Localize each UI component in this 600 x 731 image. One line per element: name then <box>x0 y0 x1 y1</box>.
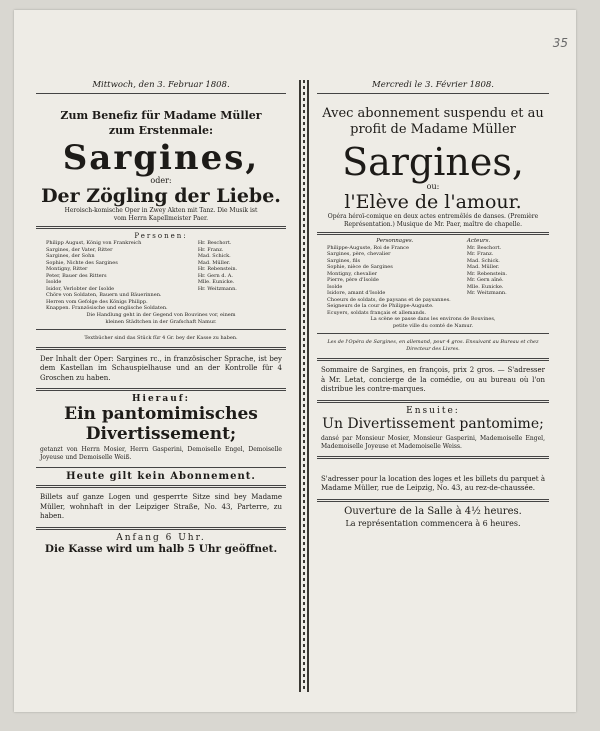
french-libretto-note: Les de l'Opéra de Sargines, en allemand, pour 4 gros. Ensuivant au Bureau et chez Directeur des Livres. <box>327 339 539 352</box>
french-description-line1: Opéra héroï-comique en deux actes entremêlés de danses. (Première <box>327 213 539 220</box>
cast-row: Isidore, amant d'Isolde Mr. Weitzmann. <box>327 290 507 296</box>
german-box-office: Die Kasse wird um halb 5 Uhr geöffnet. <box>44 542 278 555</box>
cast-row: Philippe-Auguste, Roi de France Mr. Beschort. <box>327 244 502 251</box>
french-divertissement-dancers: dansé par Monsieur Mosier, Monsieur Gasperini, Mademoiselle Engel, Mademoiselle Joyeuse et Mademoiselle Weiss. <box>321 434 545 450</box>
french-abonnement-line1: Avec abonnement suspendu et au <box>322 106 544 121</box>
cast-row: Isolde Mlle. Eunicke. <box>327 283 504 290</box>
french-ou: ou: <box>426 182 440 191</box>
cast-row: Sargines, der Sohn Mad. Schick. <box>46 253 231 259</box>
german-oder: oder: <box>150 176 172 185</box>
divider-rule <box>317 358 549 361</box>
divider-rule <box>36 388 286 391</box>
french-divertissement-title: Un Divertissement pantomime; <box>322 415 544 432</box>
french-subtitle: l'Elève de l'amour. <box>344 191 522 213</box>
german-pantomime-dancers: getanzt von Herrn Mosier, Herrn Gasperini, Demoiselle Engel, Demoiselle Joyeuse und Demoiselle Weiß. <box>40 446 282 461</box>
divider-rule <box>36 347 286 350</box>
german-no-subscription: Heute gilt kein Abonnement. <box>66 471 256 482</box>
cast-row: Sargines, der Vater, Ritter Hr. Franz. <box>46 246 224 253</box>
divider-rule <box>317 232 549 235</box>
divider-rule <box>36 467 286 468</box>
personnages-label: Personnages. <box>376 238 414 244</box>
acteurs-label: Acteurs. <box>466 238 491 244</box>
cast-row: Montigny, Ritter Hr. Rebenstein. <box>46 266 238 272</box>
cast-row: Sophie, nièce de Sargines Mad. Müller. <box>327 264 500 270</box>
german-billets-paragraph: Billets auf ganze Logen und gesperrte Sitze sind bey Madame Müller, wohnhaft in der Leipziger Straße, No. 43, Parterre, zu haben. <box>40 493 282 520</box>
playbill-sheet <box>14 10 576 712</box>
french-ensuite: Ensuite: <box>406 405 460 416</box>
german-textbooks-note: Textbücher sind das Stück für 4 Gr. bey der Kasse zu haben. <box>84 334 238 341</box>
cast-row: Chöre von Soldaten, Bauern und Bäuerinnen. <box>46 292 162 298</box>
french-description-line2: Représentation.) Musique de Mr. Paer, maître de chapelle. <box>343 221 523 228</box>
french-representation: La représentation commencera à 6 heures. <box>345 518 521 528</box>
german-pantomime-title: Ein pantomimisches Divertissement; <box>64 404 258 444</box>
cast-row: Knappen. Französische und englische Soldaten. <box>46 305 168 311</box>
french-column <box>317 80 549 528</box>
cast-row: Sargines, fils Mad. Schick. <box>327 257 500 264</box>
cast-row: Isolde Mlle. Eunicke. <box>46 279 235 285</box>
divider-rule <box>36 485 286 488</box>
german-benefiz-line2: zum Erstenmale: <box>108 124 214 137</box>
french-ouverture: Ouverture de la Salle à 4½ heures. <box>344 505 522 517</box>
cast-row: Peter, Bauer des Ritters Hr. Gern d. A. <box>46 272 233 279</box>
cast-row: Isidor, Verlobter der Isolde Hr. Weitzmann. <box>46 285 237 292</box>
divider-rule <box>36 527 286 530</box>
page-number: 35 <box>552 36 568 50</box>
cast-row: Seigneurs de la cour de Philippe-Auguste. <box>327 303 434 309</box>
cast-row: Choeurs de soldats, de paysans et de paysannes. <box>327 296 451 303</box>
german-handlung-line2: kleinen Städtchen in der Grafschaft Namur. <box>105 318 217 325</box>
french-scene-line2: petite ville du comté de Namur. <box>392 323 474 329</box>
german-date: Mittwoch, den 3. Februar 1808. <box>36 80 286 94</box>
cast-row: Herren vom Gefolge des Königs Philipp. <box>46 298 148 305</box>
french-sommaire-paragraph: Sommaire de Sargines, en françois, prix 2 gros. — S'adresser à Mr. Letat, concierge de la comédie, ou au bureau où l'on distribue les contre-marques. <box>321 366 545 393</box>
german-personen-heading: Personen: <box>134 232 188 240</box>
divider-rule <box>36 329 286 330</box>
german-description-line2: vom Herrn Kapellmeister Paer. <box>113 215 209 222</box>
cast-row: Philipp August, König von Frankreich Hr. Beschort. <box>46 240 232 246</box>
cast-row: Sargines, père, chevalier Mr. Franz. <box>327 251 494 257</box>
divider-rule <box>317 333 549 334</box>
german-title: Sargines, <box>62 138 260 178</box>
german-start-time: Anfang 6 Uhr. <box>116 532 206 543</box>
divider-rule <box>317 456 549 459</box>
german-subtitle: Der Zögling der Liebe. <box>41 185 281 207</box>
cast-row: Pierre, père d'Isolde Mr. Gern aîné. <box>327 277 504 283</box>
german-description-line1: Heroisch-komische Oper in Zwey Akten mit Tanz. Die Musik ist <box>64 207 258 214</box>
cast-row: Montigny, chevalier Mr. Rebenstein. <box>327 270 508 277</box>
german-inhalt-paragraph: Der Inhalt der Oper: Sargines rc., in französischer Sprache, ist bey dem Kastellan im Schauspielhause und an der Kontrolle für 4 Groschen zu haben. <box>40 354 282 382</box>
french-date: Mercredi le 3. Février 1808. <box>317 80 549 94</box>
german-hierauf: Hierauf: <box>132 394 190 404</box>
french-cast-list <box>317 245 549 317</box>
divider-rule <box>317 499 549 502</box>
column-divider <box>299 80 309 692</box>
divider-rule <box>317 400 549 403</box>
french-abonnement-line2: profit de Madame Müller <box>350 122 516 137</box>
french-scene-line1: La scène se passe dans les environs de Bouvines, <box>370 316 496 322</box>
german-column <box>36 80 286 555</box>
french-title: Sargines, <box>342 140 524 184</box>
cast-row: Ecuyers, soldats français et allemands. <box>327 309 427 316</box>
divider-rule <box>36 226 286 229</box>
french-adresser-paragraph: S'adresser pour la location des loges et les billets du parquet à Madame Müller, rue de Leipzig, No. 43, au rez-de-chaussée. <box>321 474 545 492</box>
cast-row: Sophie, Nichte des Sargines Mad. Müller. <box>46 259 231 266</box>
german-benefiz-line1: Zum Benefiz für Madame Müller <box>60 109 262 122</box>
german-cast-list <box>36 240 286 312</box>
german-handlung-line1: Die Handlung geht in der Gegend von Bouvines vor, einem <box>86 311 236 318</box>
